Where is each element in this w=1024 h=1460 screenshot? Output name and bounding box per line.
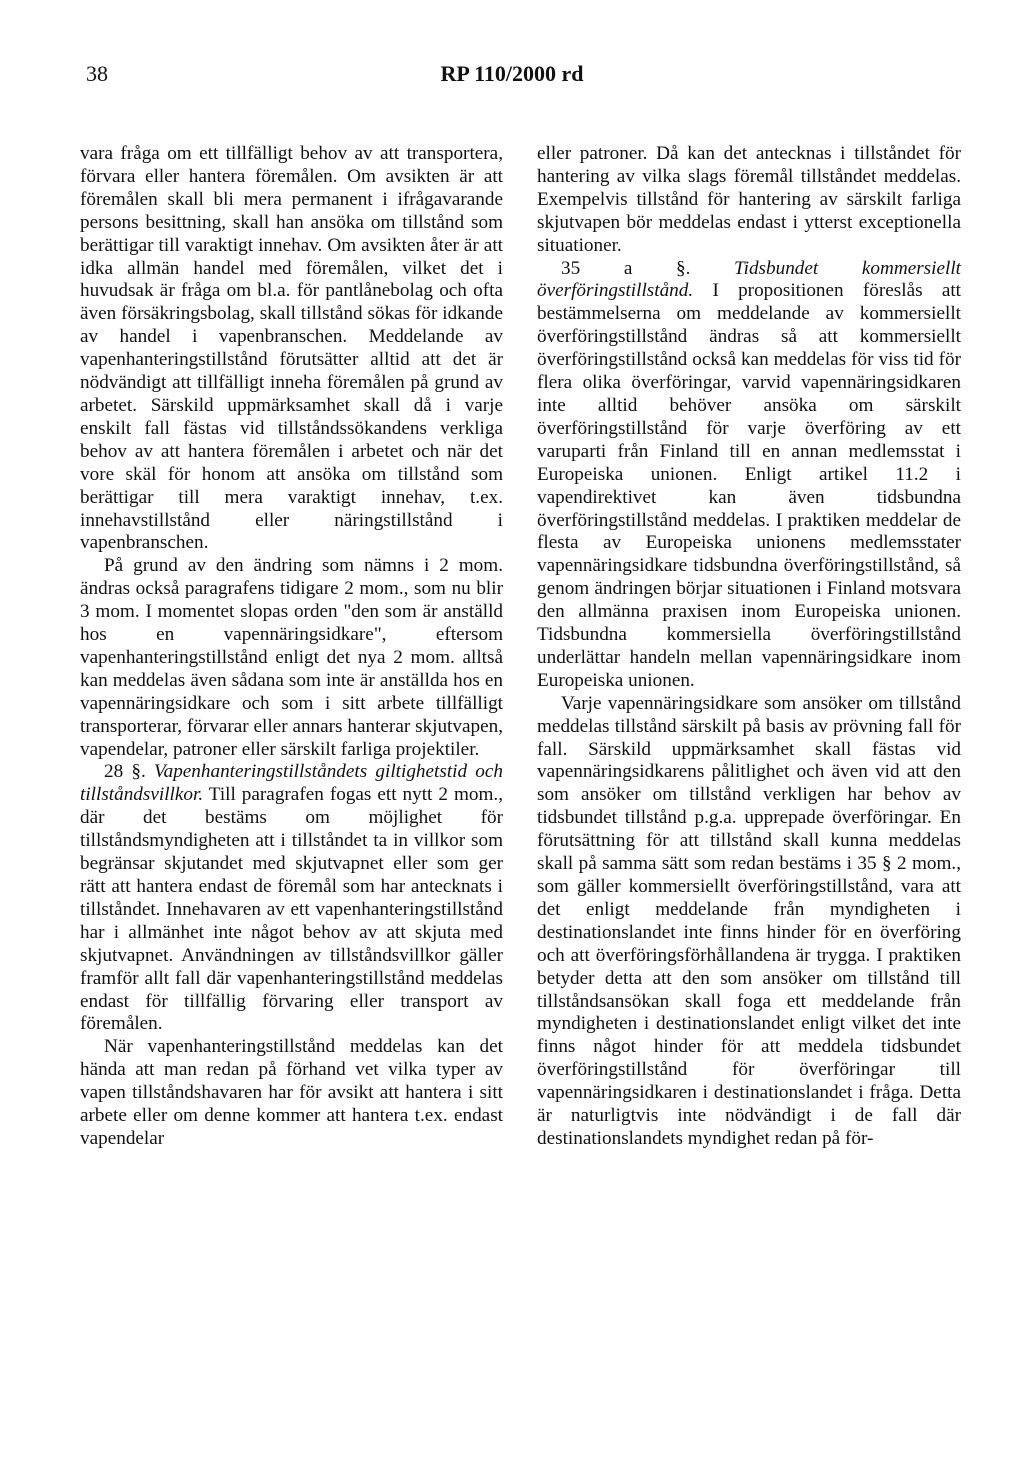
section-paragraph	[537, 258, 961, 693]
section-title: Tidsbundet kommersiellt överföringstillstånd.	[537, 257, 961, 302]
paragraph: Varje vapennäringsidkare som ansöker om tillstånd meddelas tillstånd särskilt på basis av prövning fall för fall. Särskild uppmärksamhet skall fästas vid vapennäringsidkarens pålitlighet och även vid att den som ansöker om tillstånd verkligen har behov av tidsbundet tillstånd p.g.a. upprepade överföringar. En förutsättning för att tillstånd skall kunna meddelas skall på samma sätt som redan bestäms i 35 § 2 mom., som gäller kommersiellt överföringstillstånd, vara att det enligt meddelande från myndigheten i destinationslandet inte finns hinder för en överföring och att överföringsförhållandena är trygga. I praktiken betyder detta att den som ansöker om tillstånd till tillståndsansökan skall foga ett meddelande från myndigheten i destinationslandet enligt vilket det inte finns något hinder för att meddela tidsbundet överföringstillstånd för överföringar till vapennäringsidkaren i destinationslandet i fråga. Detta är naturligtvis inte nödvändigt i de fall där destinationslandets myndighet redan på för-	[537, 692, 961, 1149]
left-column	[80, 143, 503, 1151]
running-head: RP 110/2000 rd	[440, 61, 584, 86]
section-title: Vapenhanteringstillståndets giltighetstid och tillståndsvillkor.	[80, 761, 504, 806]
section-body: Till paragrafen fogas ett nytt 2 mom., där det bestäms om möjlighet för tillståndsmyndigheten att i tillståndet ta in villkor som begränsar skjutandet med skjutvapnet eller som ger rätt att hantera endast de föremål som har antecknats i tillståndet. Innehavaren av ett vapenhanteringstillstånd har i allmänhet inte något behov av att skjuta med skjutvapnet. Användningen av tillståndsvillkor gäller framför allt fall där vapenhanteringstillstånd meddelas endast för tillfällig förvaring eller transport av föremålen.	[80, 784, 503, 1035]
paragraph: När vapenhanteringstillstånd meddelas kan det hända att man redan på förhand vet vilka typer av vapen tillståndshavaren har för avsikt att hantera i sitt arbete eller om denne kommer att hantera t.ex. endast vapendelar	[80, 1036, 503, 1149]
paragraph: vara fråga om ett tillfälligt behov av att transportera, förvara eller hantera föremålen. Om avsikten är att föremålen skall bli mera permanent i ifrågavarande persons besittning, skall han ansöka om tillstånd som berättigar till varaktigt innehav. Om avsikten åter är att idka allmän handel med föremålen, vilket det i huvudsak är fråga om bl.a. för pantlånebolag och ofta även försäkringsbolag, skall tillstånd sökas för idkande av handel i vapenbranschen. Meddelande av vapenhanteringstillstånd förutsätter alltid att det är nödvändigt att tillfälligt inneha föremålen på grund av arbetet. Särskild uppmärksamhet skall då i varje enskilt fall fästas vid tillståndssökandens verkliga behov av att hantera föremålen i arbetet och när det vore skäl för honom att ansöka om tillstånd som berättigar till mera varaktigt innehav, t.ex. innehavstillstånd eller näringstillstånd i vapenbranschen.	[80, 143, 503, 554]
paragraph: eller patroner. Då kan det antecknas i tillståndet för hantering av vilka slags föremål tillståndet meddelas. Exempelvis tillstånd för hantering av särskilt farliga skjutvapen bör meddelas endast i ytterst exceptionella situationer.	[537, 143, 961, 256]
section-paragraph	[80, 761, 503, 1036]
page-number: 38	[86, 61, 108, 86]
right-column	[537, 143, 961, 1151]
section-number: 28 §.	[104, 761, 146, 783]
section-body: I propositionen föreslås att bestämmelserna om meddelande av kommersiellt överföringstillstånd ändras så att kommersiellt överföringstillstånd också kan meddelas för viss tid för flera olika överföringar, varvid vapennäringsidkaren inte alltid behöver ansöka om särskilt överföringstillstånd för varje överföring av ett varuparti från Finland till en annan medlemsstat i Europeiska unionen. Enligt artikel 11.2 i vapendirektivet kan även tidsbundna överföringstillstånd meddelas. I praktiken meddelar de flesta av Europeiska unionens medlemsstater vapennäringsidkare tidsbundna överföringstillstånd, så genom ändringen börjar situationen i Finland motsvara den allmänna praxisen inom Europeiska unionen. Tidsbundna kommersiella överföringstillstånd underlättar handeln mellan vapennäringsidkare inom Europeiska unionen.	[537, 280, 961, 691]
section-number: 35 a §.	[561, 257, 691, 279]
paragraph: På grund av den ändring som nämns i 2 mom. ändras också paragrafens tidigare 2 mom., som nu blir 3 mom. I momentet slopas orden "den som är anställd hos en vapennäringsidkare", eftersom vapenhanteringstillstånd enligt det nya 2 mom. alltså kan meddelas även sådana som inte är anställda hos en vapennäringsidkare och som i sitt arbete tillfälligt transporterar, förvarar eller annars hanterar skjutvapen, vapendelar, patroner eller särskilt farliga projektiler.	[80, 555, 503, 760]
